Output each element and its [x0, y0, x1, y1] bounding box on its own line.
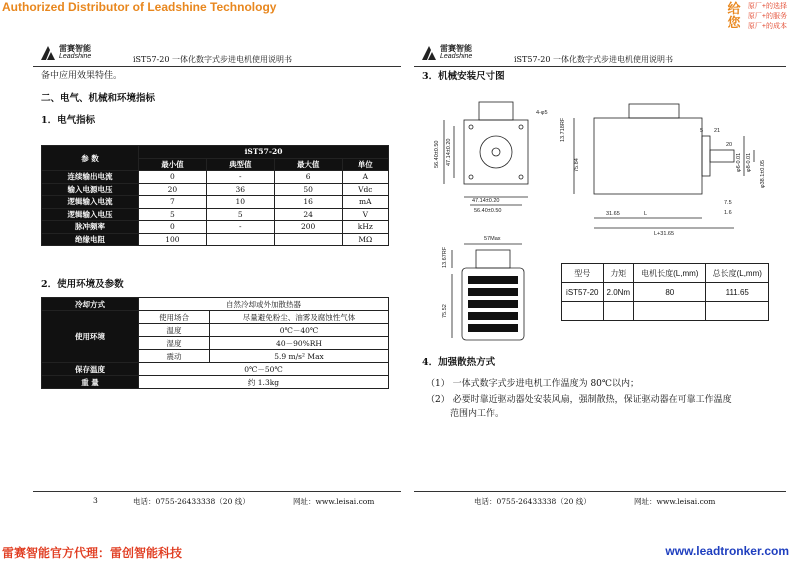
distributor-banner: Authorized Distributor of Leadshine Technology — [2, 0, 277, 14]
side-view-outline — [594, 118, 702, 194]
logo-cn: 雷赛智能 — [440, 44, 472, 53]
svg-text:31.65: 31.65 — [606, 211, 620, 217]
svg-text:47.14±0.20: 47.14±0.20 — [472, 198, 500, 204]
svg-text:φ8-0.01: φ8-0.01 — [746, 152, 752, 172]
table-row: 使用环境 使用场合 尽量避免粉尘、油雾及腐蚀性气体 — [42, 311, 389, 324]
svg-text:13.67RF: 13.67RF — [442, 246, 448, 268]
table-row: 保存温度 0℃－50℃ — [42, 363, 389, 376]
svg-text:47.14±0.20: 47.14±0.20 — [446, 138, 452, 166]
intro-text: 备中应用效果特佳。 — [41, 71, 123, 81]
svg-text:7.5: 7.5 — [724, 200, 732, 206]
agent-banner: 雷赛智能官方代理：雷创智能科技 — [2, 546, 183, 560]
table-row: 型号 力矩 电机长度(L,mm) 总长度(L,mm) — [562, 264, 769, 283]
leadshine-logo-icon — [420, 44, 438, 62]
footer-phone: 电话：0755-26433338（20 线） — [133, 497, 250, 506]
svg-text:φ38.1±0.05: φ38.1±0.05 — [760, 160, 766, 188]
page-number: 3 — [93, 496, 98, 505]
svg-text:20: 20 — [726, 142, 733, 148]
section-2-heading: 二、电气、机械和环境指标 — [41, 93, 156, 104]
svg-text:21: 21 — [714, 128, 721, 134]
svg-text:1.6: 1.6 — [724, 210, 732, 216]
table-row: 逻辑输入电流 7 10 16 mA — [42, 196, 389, 209]
dimension-table — [561, 263, 769, 321]
table-row: iST57-20 2.0Nm 80 111.65 — [562, 283, 769, 302]
svg-text:13.718RF: 13.718RF — [560, 117, 566, 142]
footer-website: 网址：www.leisai.com — [293, 497, 375, 506]
svg-text:L+31.65: L+31.65 — [654, 231, 675, 237]
table-row: 重 量 约 1.3kg — [42, 376, 389, 389]
table-row — [562, 302, 769, 321]
right-page — [414, 40, 786, 510]
logo-en: Leadshine — [59, 53, 92, 60]
cooling-item-2-cont: 范围内工作。 — [450, 409, 505, 419]
table-row: 温度 0℃－40℃ — [42, 324, 389, 337]
svg-text:75.84: 75.84 — [574, 158, 580, 172]
param-header: 参 数 — [42, 146, 139, 171]
section-3-heading: 3．机械安装尺寸图 — [422, 71, 505, 82]
table-row: 绝缘电阻 100 MΩ — [42, 233, 389, 246]
leadshine-logo — [39, 42, 119, 64]
mechanical-drawing-rear — [424, 228, 554, 348]
svg-text:4-φ5: 4-φ5 — [536, 110, 548, 116]
col-header: 最大值 — [274, 158, 342, 171]
left-page-header — [33, 40, 401, 67]
section-2-1-heading: 1．电气指标 — [41, 115, 96, 126]
col-header: 最小值 — [139, 158, 207, 171]
left-page-footer — [33, 491, 401, 510]
left-page — [33, 40, 401, 510]
footer-website: 网址：www.leisai.com — [634, 497, 716, 506]
brand-slogan — [727, 2, 787, 32]
table-row: 连续输出电流 0 - 6 A — [42, 171, 389, 184]
col-header: 单位 — [342, 158, 388, 171]
table-row: 湿度 40－90%RH — [42, 337, 389, 350]
electrical-spec-table — [41, 145, 389, 246]
cooling-item-1: （1） 一体式数字式步进电机工作温度为 80℃以内； — [426, 379, 639, 389]
table-row: 输入电源电压 20 36 50 Vdc — [42, 183, 389, 196]
right-page-footer — [414, 491, 786, 510]
logo-en: Leadshine — [440, 53, 473, 60]
svg-text:56.40±0.50: 56.40±0.50 — [474, 208, 502, 214]
table-row: 脉冲频率 0 - 200 kHz — [42, 221, 389, 234]
cooling-item-2: （2） 必要时靠近驱动器处安装风扇，强制散热，保证驱动器在可靠工作温度 — [426, 395, 732, 405]
svg-text:φ6-0.01: φ6-0.01 — [736, 152, 742, 172]
leadshine-logo — [420, 42, 500, 64]
header-title: iST57-20 一体化数字式步进电机使用说明书 — [514, 55, 673, 64]
connector-outline — [479, 102, 513, 120]
footer-phone: 电话：0755-26433338（20 线） — [474, 497, 591, 506]
logo-cn: 雷赛智能 — [59, 44, 91, 53]
col-header: 典型值 — [206, 158, 274, 171]
svg-text:5: 5 — [700, 128, 704, 134]
svg-text:L: L — [644, 211, 648, 217]
slogan-lines: 原厂+的选择 原厂+的服务 原厂+的成本 — [747, 3, 787, 30]
right-page-header — [414, 40, 786, 67]
table-row: 震动 5.9 m/s² Max — [42, 350, 389, 363]
slogan-chars: 给 您 — [727, 1, 741, 30]
model-header: iST57-20 — [139, 146, 389, 159]
table-row: 逻辑输入电压 5 5 24 V — [42, 208, 389, 221]
svg-text:57Max: 57Max — [484, 236, 501, 242]
environment-table — [41, 297, 389, 389]
section-2-2-heading: 2．使用环境及参数 — [41, 279, 124, 290]
leadshine-logo-icon — [39, 44, 57, 62]
header-title: iST57-20 一体化数字式步进电机使用说明书 — [133, 55, 292, 64]
front-view-outline — [464, 120, 528, 184]
section-4-heading: 4．加强散热方式 — [422, 357, 496, 368]
table-row: 冷却方式 自然冷却或外加散热器 — [42, 298, 389, 311]
svg-text:75.52: 75.52 — [442, 304, 448, 318]
svg-text:56.40±0.50: 56.40±0.50 — [434, 140, 440, 168]
website-link[interactable]: www.leadtronker.com — [665, 544, 789, 558]
